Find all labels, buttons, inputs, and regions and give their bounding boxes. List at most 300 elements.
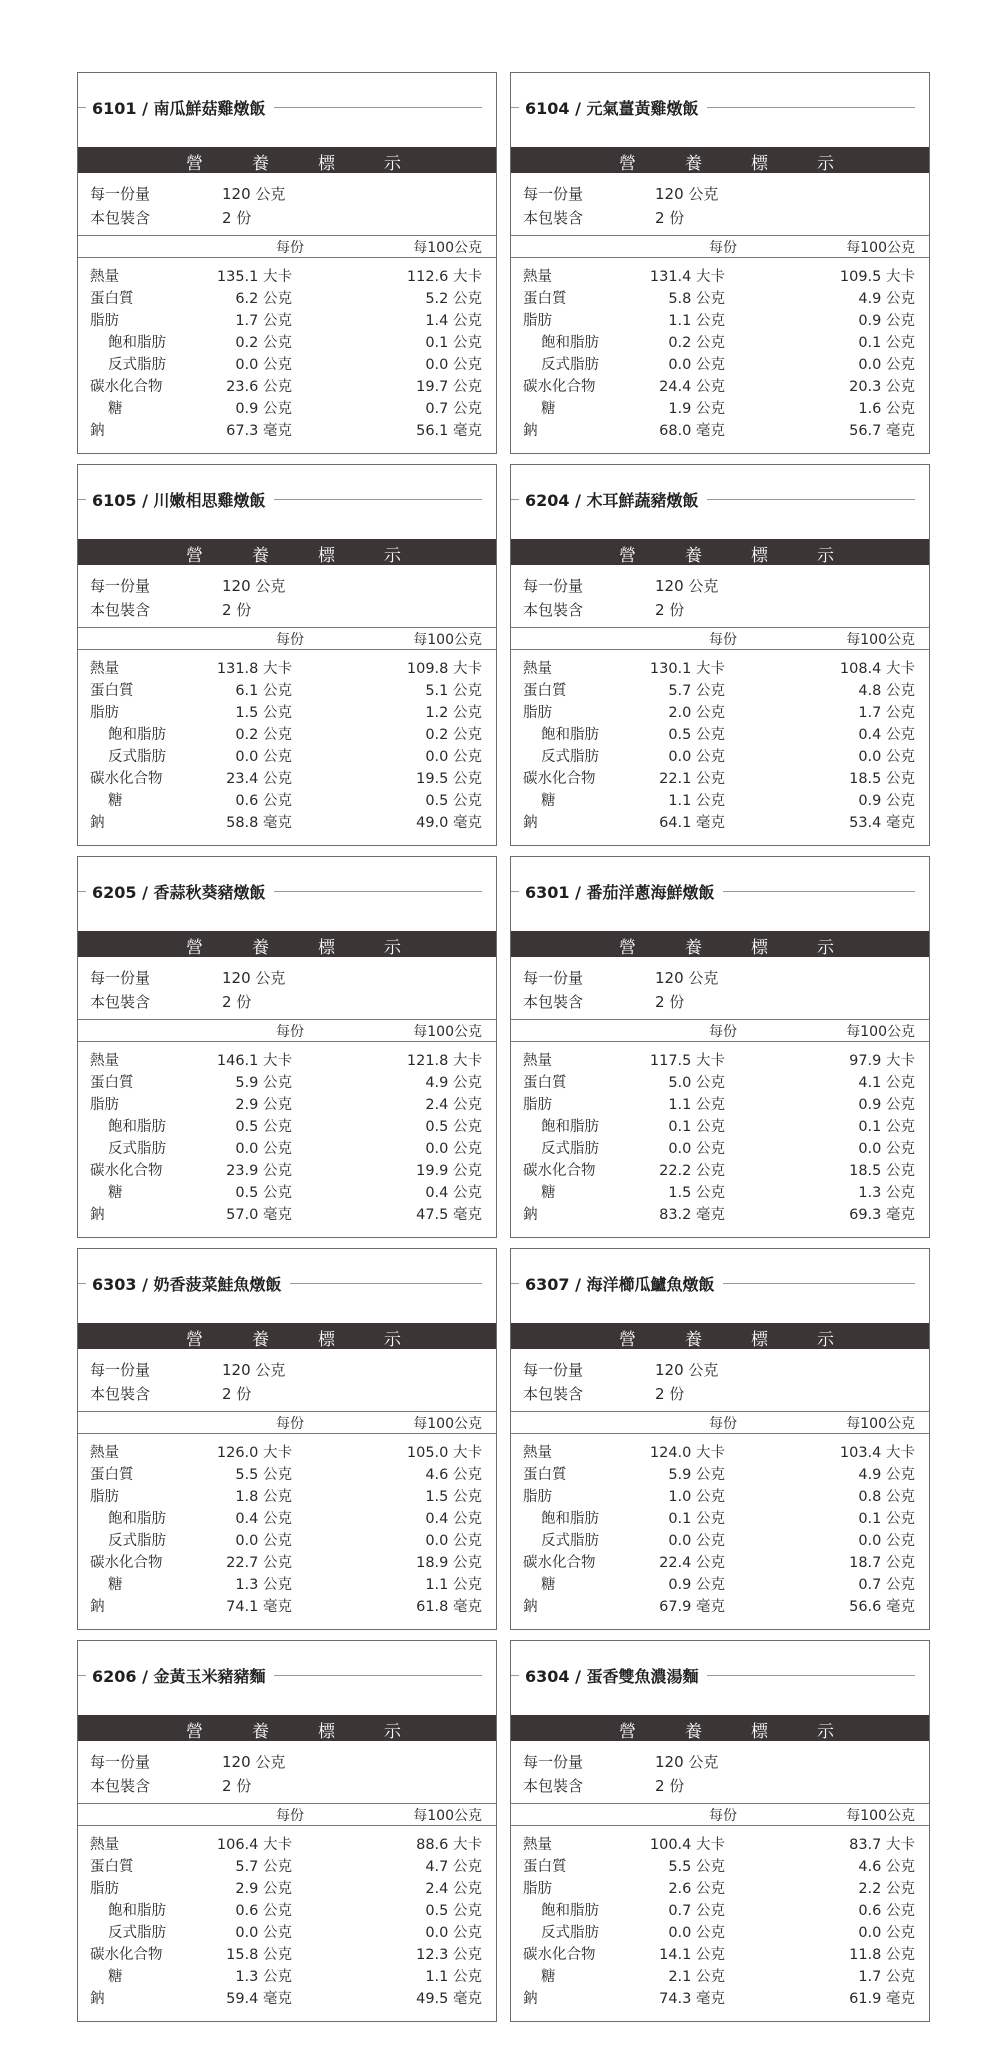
- per-100g-value: 0.5 公克: [425, 1119, 482, 1135]
- per-serving-header: 每份: [276, 240, 304, 256]
- nutrient-row: [90, 1855, 482, 1877]
- card-title-row: [511, 487, 929, 511]
- title-dash: [511, 1283, 519, 1284]
- nutrition-card: [77, 464, 497, 846]
- nutrient-label: 飽和脂肪: [541, 727, 599, 743]
- per-100g-header: 每100公克: [413, 1416, 482, 1432]
- divider: [511, 627, 929, 628]
- per-serving-header: 每份: [709, 632, 737, 648]
- product-title: 6307 / 海洋櫛瓜鱸魚燉飯: [525, 1274, 715, 1294]
- header-char: 標: [751, 1330, 768, 1350]
- per-100g-value: 112.6 大卡: [406, 269, 482, 285]
- divider: [511, 1825, 929, 1826]
- nutrient-label: 蛋白質: [90, 683, 134, 699]
- servings-per-pack-label: 本包裝含: [523, 1777, 584, 1795]
- per-serving-header: 每份: [709, 240, 737, 256]
- title-dash: [511, 891, 519, 892]
- per-serving-value: 124.0 大卡: [649, 1445, 725, 1461]
- per-100g-value: 49.5 毫克: [416, 1991, 482, 2007]
- per-100g-value: 69.3 毫克: [849, 1207, 915, 1223]
- title-dash: [78, 499, 86, 500]
- nutrient-row: [90, 1921, 482, 1943]
- per-serving-value: 0.0 公克: [235, 1925, 292, 1941]
- per-serving-value: 131.8 大卡: [216, 661, 292, 677]
- serving-size-label: 每一份量: [523, 969, 584, 987]
- per-100g-value: 0.0 公克: [425, 749, 482, 765]
- divider: [78, 649, 496, 650]
- nutrient-row: [90, 701, 482, 723]
- per-100g-value: 0.7 公克: [858, 1577, 915, 1593]
- serving-size-value: 120 公克: [655, 1753, 719, 1771]
- per-100g-header: 每100公克: [846, 1416, 915, 1432]
- divider: [78, 627, 496, 628]
- per-100g-value: 0.0 公克: [858, 1925, 915, 1941]
- serving-size-value: 120 公克: [222, 1361, 286, 1379]
- nutrient-row: [90, 1485, 482, 1507]
- servings-per-pack-row: [90, 207, 484, 227]
- nutrient-row: [523, 1551, 915, 1573]
- nutrition-header-bar: [511, 147, 929, 173]
- nutrient-label: 反式脂肪: [541, 1533, 599, 1549]
- nutrient-label: 糖: [541, 1969, 556, 1985]
- nutrient-row: [523, 1507, 915, 1529]
- per-100g-value: 56.1 毫克: [416, 423, 482, 439]
- nutrient-label: 糖: [541, 401, 556, 417]
- per-100g-value: 56.6 毫克: [849, 1599, 915, 1615]
- nutrition-card: [77, 1248, 497, 1630]
- per-serving-value: 126.0 大卡: [216, 1445, 292, 1461]
- divider: [78, 257, 496, 258]
- nutrition-card: [510, 464, 930, 846]
- nutrient-row: [523, 1529, 915, 1551]
- header-char: 營: [619, 1722, 636, 1742]
- per-100g-value: 0.4 公克: [425, 1185, 482, 1201]
- nutrient-row: [90, 1115, 482, 1137]
- per-100g-value: 18.9 公克: [416, 1555, 482, 1571]
- header-char: 養: [685, 546, 702, 566]
- per-100g-header: 每100公克: [846, 240, 915, 256]
- nutrient-label: 碳水化合物: [90, 379, 163, 395]
- per-100g-value: 56.7 毫克: [849, 423, 915, 439]
- per-100g-value: 88.6 大卡: [416, 1837, 482, 1853]
- per-serving-value: 83.2 毫克: [659, 1207, 725, 1223]
- nutrient-label: 反式脂肪: [541, 749, 599, 765]
- per-100g-value: 19.9 公克: [416, 1163, 482, 1179]
- nutrient-row: [523, 1573, 915, 1595]
- nutrient-row: [523, 811, 915, 833]
- serving-size-label: 每一份量: [523, 1753, 584, 1771]
- header-char: 營: [619, 546, 636, 566]
- per-serving-value: 1.1 公克: [668, 313, 725, 329]
- per-serving-value: 5.9 公克: [668, 1467, 725, 1483]
- nutrient-label: 脂肪: [523, 1489, 552, 1505]
- nutrient-row: [90, 1899, 482, 1921]
- nutrient-label: 鈉: [90, 423, 105, 439]
- header-char: 養: [685, 154, 702, 174]
- per-100g-value: 1.2 公克: [425, 705, 482, 721]
- nutrient-row: [523, 1595, 915, 1617]
- nutrition-header-bar: [511, 539, 929, 565]
- header-char: 示: [384, 154, 401, 174]
- per-serving-value: 2.6 公克: [668, 1881, 725, 1897]
- per-serving-value: 0.7 公克: [668, 1903, 725, 1919]
- nutrient-row: [523, 657, 915, 679]
- per-100g-value: 4.1 公克: [858, 1075, 915, 1091]
- nutrient-row: [523, 1485, 915, 1507]
- header-char: 示: [817, 154, 834, 174]
- card-title-row: [78, 95, 496, 119]
- serving-size-value: 120 公克: [222, 969, 286, 987]
- header-char: 示: [817, 1722, 834, 1742]
- header-char: 標: [751, 154, 768, 174]
- nutrient-row: [90, 1071, 482, 1093]
- nutrient-row: [523, 1987, 915, 2009]
- per-100g-value: 0.0 公克: [858, 357, 915, 373]
- nutrient-label: 飽和脂肪: [541, 335, 599, 351]
- nutrient-row: [523, 679, 915, 701]
- servings-per-pack-label: 本包裝含: [90, 1385, 151, 1403]
- title-rule: [707, 107, 915, 108]
- nutrient-label: 鈉: [523, 815, 538, 831]
- nutrition-card: [77, 72, 497, 454]
- per-100g-header: 每100公克: [413, 632, 482, 648]
- nutrient-row: [90, 1441, 482, 1463]
- servings-per-pack-row: [523, 1383, 917, 1403]
- servings-per-pack-value: 2 份: [655, 1385, 685, 1403]
- nutrition-card: [77, 856, 497, 1238]
- nutrient-row: [90, 287, 482, 309]
- per-serving-value: 15.8 公克: [226, 1947, 292, 1963]
- nutrient-row: [90, 679, 482, 701]
- nutrient-label: 碳水化合物: [90, 1163, 163, 1179]
- nutrition-header-bar: [78, 147, 496, 173]
- header-char: 養: [252, 1330, 269, 1350]
- per-serving-value: 0.9 公克: [668, 1577, 725, 1593]
- nutrition-card: [77, 1640, 497, 2022]
- card-title-row: [78, 879, 496, 903]
- divider: [78, 1041, 496, 1042]
- nutrient-row: [90, 1181, 482, 1203]
- header-char: 標: [318, 546, 335, 566]
- per-serving-value: 1.7 公克: [235, 313, 292, 329]
- header-char: 營: [186, 154, 203, 174]
- nutrient-row: [90, 375, 482, 397]
- nutrient-row: [90, 1529, 482, 1551]
- servings-per-pack-value: 2 份: [655, 993, 685, 1011]
- per-100g-value: 0.0 公克: [858, 1141, 915, 1157]
- title-dash: [78, 891, 86, 892]
- per-100g-value: 18.7 公克: [849, 1555, 915, 1571]
- nutrient-row: [523, 1943, 915, 1965]
- serving-size-label: 每一份量: [523, 1361, 584, 1379]
- nutrient-label: 糖: [108, 793, 123, 809]
- nutrient-label: 蛋白質: [90, 291, 134, 307]
- nutrient-label: 蛋白質: [523, 1467, 567, 1483]
- nutrient-row: [90, 789, 482, 811]
- per-100g-value: 0.0 公克: [858, 1533, 915, 1549]
- nutrient-label: 飽和脂肪: [108, 1903, 166, 1919]
- per-serving-value: 117.5 大卡: [649, 1053, 725, 1069]
- per-serving-value: 68.0 毫克: [659, 423, 725, 439]
- nutrient-row: [90, 419, 482, 441]
- serving-size-row: [90, 575, 484, 595]
- per-100g-header: 每100公克: [846, 1808, 915, 1824]
- per-serving-value: 0.1 公克: [668, 1511, 725, 1527]
- divider: [511, 257, 929, 258]
- per-serving-value: 0.2 公克: [235, 727, 292, 743]
- nutrient-row: [90, 353, 482, 375]
- product-title: 6101 / 南瓜鮮菇雞燉飯: [92, 98, 266, 118]
- nutrient-label: 飽和脂肪: [541, 1119, 599, 1135]
- nutrient-label: 熱量: [523, 661, 552, 677]
- per-serving-value: 0.1 公克: [668, 1119, 725, 1135]
- serving-size-row: [90, 1359, 484, 1379]
- nutrient-label: 熱量: [523, 1445, 552, 1461]
- servings-per-pack-value: 2 份: [222, 209, 252, 227]
- per-100g-value: 0.0 公克: [425, 357, 482, 373]
- header-char: 示: [384, 1722, 401, 1742]
- per-serving-value: 0.2 公克: [668, 335, 725, 351]
- per-100g-value: 0.0 公克: [858, 749, 915, 765]
- divider: [78, 1433, 496, 1434]
- nutrient-label: 碳水化合物: [523, 1947, 596, 1963]
- nutrient-row: [90, 397, 482, 419]
- per-100g-header: 每100公克: [413, 240, 482, 256]
- serving-size-value: 120 公克: [655, 1361, 719, 1379]
- header-char: 示: [384, 1330, 401, 1350]
- nutrient-label: 飽和脂肪: [108, 1119, 166, 1135]
- per-serving-value: 2.1 公克: [668, 1969, 725, 1985]
- per-100g-value: 4.9 公克: [858, 1467, 915, 1483]
- per-100g-value: 0.9 公克: [858, 1097, 915, 1113]
- nutrient-row: [523, 287, 915, 309]
- nutrient-label: 糖: [541, 1185, 556, 1201]
- per-100g-value: 4.9 公克: [425, 1075, 482, 1091]
- serving-size-row: [90, 1751, 484, 1771]
- per-serving-value: 58.8 毫克: [226, 815, 292, 831]
- per-100g-value: 0.9 公克: [858, 313, 915, 329]
- divider: [78, 1803, 496, 1804]
- card-title-row: [78, 1663, 496, 1687]
- nutrient-row: [523, 701, 915, 723]
- per-100g-value: 105.0 大卡: [406, 1445, 482, 1461]
- per-serving-header: 每份: [276, 1416, 304, 1432]
- header-char: 營: [619, 1330, 636, 1350]
- title-rule: [274, 891, 482, 892]
- per-100g-value: 19.5 公克: [416, 771, 482, 787]
- nutrient-label: 熱量: [90, 1053, 119, 1069]
- nutrient-row: [90, 1943, 482, 1965]
- per-100g-value: 5.1 公克: [425, 683, 482, 699]
- servings-per-pack-value: 2 份: [222, 1777, 252, 1795]
- nutrient-label: 蛋白質: [90, 1467, 134, 1483]
- nutrient-row: [90, 1877, 482, 1899]
- product-title: 6104 / 元氣薑黃雞燉飯: [525, 98, 699, 118]
- nutrient-label: 蛋白質: [90, 1075, 134, 1091]
- per-serving-value: 1.1 公克: [668, 793, 725, 809]
- per-serving-value: 64.1 毫克: [659, 815, 725, 831]
- servings-per-pack-label: 本包裝含: [523, 993, 584, 1011]
- nutrient-label: 碳水化合物: [523, 1555, 596, 1571]
- nutrient-row: [90, 309, 482, 331]
- per-serving-value: 0.0 公克: [235, 1141, 292, 1157]
- per-serving-value: 5.9 公克: [235, 1075, 292, 1091]
- nutrient-label: 反式脂肪: [108, 1925, 166, 1941]
- per-serving-value: 0.0 公克: [668, 749, 725, 765]
- nutrient-row: [90, 1595, 482, 1617]
- nutrient-label: 熱量: [90, 1445, 119, 1461]
- nutrition-card: [510, 72, 930, 454]
- per-100g-value: 0.7 公克: [425, 401, 482, 417]
- divider: [511, 235, 929, 236]
- nutrient-row: [523, 1159, 915, 1181]
- per-100g-value: 0.1 公克: [858, 1511, 915, 1527]
- per-serving-value: 5.5 公克: [668, 1859, 725, 1875]
- nutrient-label: 脂肪: [523, 313, 552, 329]
- nutrient-row: [523, 265, 915, 287]
- header-char: 營: [619, 938, 636, 958]
- nutrient-label: 反式脂肪: [108, 749, 166, 765]
- serving-size-value: 120 公克: [222, 577, 286, 595]
- per-serving-header: 每份: [276, 1024, 304, 1040]
- per-100g-value: 12.3 公克: [416, 1947, 482, 1963]
- nutrition-header-bar: [511, 931, 929, 957]
- title-dash: [511, 107, 519, 108]
- nutrient-row: [90, 1573, 482, 1595]
- nutrition-label-grid: [77, 72, 930, 2022]
- serving-size-value: 120 公克: [655, 969, 719, 987]
- servings-per-pack-label: 本包裝含: [90, 601, 151, 619]
- serving-size-row: [90, 183, 484, 203]
- servings-per-pack-label: 本包裝含: [523, 601, 584, 619]
- per-100g-value: 5.2 公克: [425, 291, 482, 307]
- per-serving-value: 1.0 公克: [668, 1489, 725, 1505]
- nutrient-row: [90, 657, 482, 679]
- title-rule: [274, 499, 482, 500]
- nutrient-row: [90, 1093, 482, 1115]
- per-serving-value: 23.4 公克: [226, 771, 292, 787]
- divider: [511, 1433, 929, 1434]
- card-title-row: [511, 1663, 929, 1687]
- per-serving-value: 106.4 大卡: [216, 1837, 292, 1853]
- nutrient-label: 碳水化合物: [90, 1555, 163, 1571]
- divider: [511, 1411, 929, 1412]
- nutrient-label: 糖: [108, 1969, 123, 1985]
- per-serving-value: 23.6 公克: [226, 379, 292, 395]
- header-char: 標: [318, 154, 335, 174]
- per-serving-value: 0.2 公克: [235, 335, 292, 351]
- per-100g-value: 2.4 公克: [425, 1097, 482, 1113]
- per-100g-value: 109.8 大卡: [406, 661, 482, 677]
- nutrient-label: 鈉: [90, 1207, 105, 1223]
- title-rule: [274, 1675, 482, 1676]
- nutrient-label: 鈉: [523, 1991, 538, 2007]
- nutrient-label: 熱量: [90, 269, 119, 285]
- per-100g-value: 0.8 公克: [858, 1489, 915, 1505]
- serving-size-value: 120 公克: [655, 185, 719, 203]
- nutrient-label: 反式脂肪: [108, 357, 166, 373]
- per-serving-value: 5.0 公克: [668, 1075, 725, 1091]
- nutrient-label: 鈉: [523, 1207, 538, 1223]
- per-100g-value: 0.5 公克: [425, 793, 482, 809]
- nutrient-label: 蛋白質: [90, 1859, 134, 1875]
- per-100g-value: 4.6 公克: [425, 1467, 482, 1483]
- servings-per-pack-row: [523, 207, 917, 227]
- header-char: 營: [186, 546, 203, 566]
- per-100g-header: 每100公克: [413, 1024, 482, 1040]
- servings-per-pack-value: 2 份: [222, 993, 252, 1011]
- title-rule: [274, 107, 482, 108]
- per-serving-value: 0.5 公克: [235, 1185, 292, 1201]
- header-char: 營: [186, 938, 203, 958]
- servings-per-pack-label: 本包裝含: [90, 209, 151, 227]
- nutrient-label: 糖: [108, 1185, 123, 1201]
- per-100g-value: 109.5 大卡: [839, 269, 915, 285]
- per-100g-value: 83.7 大卡: [849, 1837, 915, 1853]
- header-char: 營: [186, 1722, 203, 1742]
- nutrient-row: [523, 1833, 915, 1855]
- title-dash: [78, 1283, 86, 1284]
- nutrient-row: [90, 745, 482, 767]
- per-100g-value: 1.1 公克: [425, 1969, 482, 1985]
- nutrient-row: [523, 331, 915, 353]
- nutrient-row: [90, 723, 482, 745]
- nutrient-label: 鈉: [90, 1991, 105, 2007]
- nutrient-row: [90, 1463, 482, 1485]
- nutrient-row: [523, 1463, 915, 1485]
- card-title-row: [78, 487, 496, 511]
- serving-size-row: [90, 967, 484, 987]
- per-100g-value: 0.1 公克: [858, 335, 915, 351]
- per-serving-value: 22.4 公克: [659, 1555, 725, 1571]
- nutrient-row: [523, 419, 915, 441]
- title-rule: [723, 1283, 915, 1284]
- serving-size-label: 每一份量: [90, 1361, 151, 1379]
- card-title-row: [511, 95, 929, 119]
- per-serving-value: 67.3 毫克: [226, 423, 292, 439]
- nutrient-label: 糖: [541, 793, 556, 809]
- nutrition-header-bar: [78, 1715, 496, 1741]
- nutrient-row: [523, 1855, 915, 1877]
- nutrient-label: 鈉: [90, 1599, 105, 1615]
- per-100g-value: 0.4 公克: [858, 727, 915, 743]
- per-100g-value: 0.5 公克: [425, 1903, 482, 1919]
- nutrient-label: 脂肪: [90, 1489, 119, 1505]
- per-serving-value: 0.6 公克: [235, 1903, 292, 1919]
- per-100g-value: 49.0 毫克: [416, 815, 482, 831]
- per-serving-value: 0.5 公克: [668, 727, 725, 743]
- divider: [78, 1825, 496, 1826]
- per-serving-value: 1.9 公克: [668, 401, 725, 417]
- per-100g-value: 0.0 公克: [425, 1925, 482, 1941]
- per-100g-value: 4.8 公克: [858, 683, 915, 699]
- nutrient-row: [90, 1965, 482, 1987]
- per-serving-value: 59.4 毫克: [226, 1991, 292, 2007]
- nutrient-label: 碳水化合物: [523, 1163, 596, 1179]
- nutrient-row: [523, 375, 915, 397]
- header-char: 示: [817, 938, 834, 958]
- nutrient-label: 飽和脂肪: [108, 727, 166, 743]
- servings-per-pack-row: [523, 1775, 917, 1795]
- product-title: 6304 / 蛋香雙魚濃湯麵: [525, 1666, 699, 1686]
- nutrient-label: 蛋白質: [523, 291, 567, 307]
- nutrient-row: [523, 1115, 915, 1137]
- header-char: 養: [685, 1722, 702, 1742]
- serving-size-label: 每一份量: [90, 969, 151, 987]
- nutrient-label: 熱量: [523, 1837, 552, 1853]
- per-100g-value: 0.1 公克: [425, 335, 482, 351]
- serving-size-row: [523, 575, 917, 595]
